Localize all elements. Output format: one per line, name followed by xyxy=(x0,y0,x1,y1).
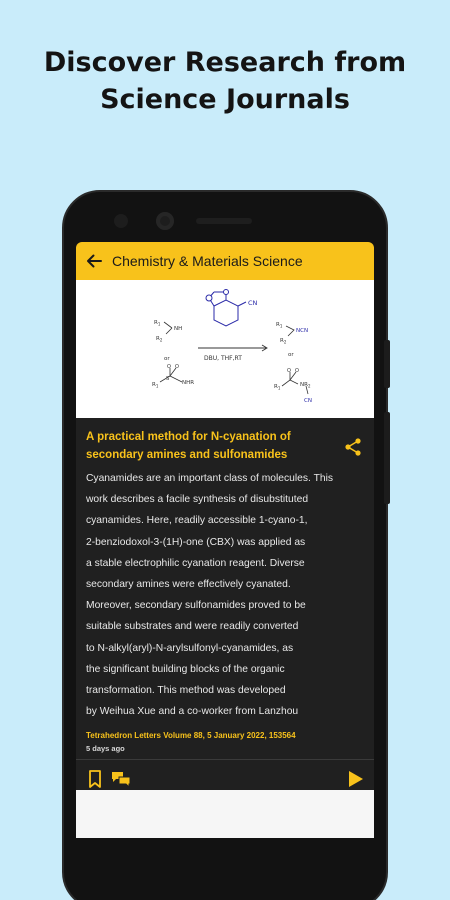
svg-text:R1: $R_1$ xyxy=(154,320,161,327)
divider xyxy=(76,759,374,760)
phone-volume-button xyxy=(384,412,390,504)
figure-label-product-cn: CN xyxy=(304,398,312,404)
app-bar xyxy=(76,242,374,280)
bottom-area xyxy=(76,790,374,838)
phone-side-button xyxy=(384,340,390,388)
article-age: 5 days ago xyxy=(86,744,125,753)
svg-text:O: O xyxy=(295,368,299,374)
figure-label-cn-reagent: CN xyxy=(248,299,258,307)
svg-text:R2: $R_2$ xyxy=(156,336,163,343)
figure-label-or-right: or xyxy=(288,352,294,358)
svg-text:O: O xyxy=(167,364,171,370)
svg-text:O: O xyxy=(175,364,179,370)
promo-headline xyxy=(0,44,450,118)
figure-label-or-left: or xyxy=(164,356,170,362)
article-citation: Tetrahedron Letters Volume 88, 5 January 2022, 153564 xyxy=(86,731,296,740)
figure-label-sulfonamide: NHR xyxy=(182,380,195,386)
article-card xyxy=(76,418,374,828)
play-icon[interactable] xyxy=(344,768,366,790)
promo-headline-line2: Science Journals xyxy=(100,84,350,115)
figure-label-conditions: DBU, THF,RT xyxy=(204,355,242,362)
figure-label-product-ncn: NCN xyxy=(296,328,309,334)
app-bar-title: Chemistry & Materials Science xyxy=(112,253,303,269)
arrow-left-icon[interactable] xyxy=(76,242,112,280)
promo-headline-line1: Discover Research from xyxy=(43,47,407,78)
svg-text:R1: $R_1$ xyxy=(276,322,283,329)
phone-speaker xyxy=(196,218,252,224)
svg-text:R1: $R_1$ xyxy=(274,384,281,391)
svg-text:O: O xyxy=(287,368,291,374)
svg-text:R1: $R_1$ xyxy=(152,382,159,389)
reaction-scheme-figure xyxy=(76,280,374,418)
phone-camera xyxy=(156,212,174,230)
article-abstract-container[interactable] xyxy=(86,468,370,724)
article-header xyxy=(86,428,364,464)
svg-text:R2: $R_2$ xyxy=(280,338,287,345)
share-icon[interactable] xyxy=(342,436,364,458)
article-abstract: Cyanamides are an important class of molecules. This work describes a facile synthesis of disubstituted cyanamides. Here, readily accessible 1-cyano-1, 2-benziodoxol-3-(1H)-one (CBX) was applied as a stable electrophilic cyanation reagent. Diverse secondary amines were effectively cyanated. Moreover, secondary sulfonamides proved to be suitable substrates and were readily converted to N-alkyl(aryl)-N-arylsulfonyl-cyanamides, as the significant building blocks of the organic transformation. This method was developed by Weihua Xue and a co-worker from Lanzhou xyxy=(86,473,334,718)
svg-text:NR2: $NR_2$ xyxy=(300,382,311,389)
comments-icon[interactable] xyxy=(110,768,132,790)
phone-sensor xyxy=(114,214,128,228)
svg-text:S: S xyxy=(166,376,170,382)
figure-label-amine: NH xyxy=(174,326,183,332)
article-title[interactable]: A practical method for N-cyanation of secondary amines and sulfonamides xyxy=(86,431,291,461)
bookmark-icon[interactable] xyxy=(84,768,106,790)
app-screen xyxy=(76,242,374,838)
